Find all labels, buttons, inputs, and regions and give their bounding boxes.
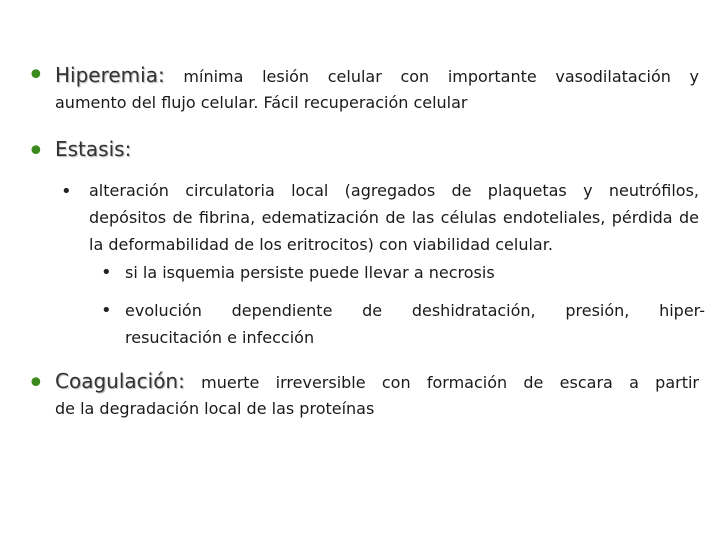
hiperemia-text-line1: mínima lesión celular con importante vasodilatación y — [183, 67, 699, 86]
evolucion-text-line1: evolución dependiente de deshidratación, presión, hiper- — [125, 301, 705, 320]
coagulacion-text-line1: muerte irreversible con formación de escara a partir — [201, 373, 699, 392]
bullet-estasis-sub: • — [61, 181, 72, 202]
term-hiperemia: Hiperemia — [55, 63, 158, 87]
item-hiperemia — [55, 62, 699, 116]
item-coagulacion-line1: Coagulación: muerte irreversible con formación de escara a partir — [55, 369, 699, 393]
term-coagulacion: Coagulación — [55, 369, 179, 393]
bullet-estasis: • — [27, 134, 45, 169]
isquemia-text: si la isquemia persiste puede llevar a necrosis — [125, 263, 495, 282]
coagulacion-text-line2: de la degradación local de las proteínas — [55, 399, 375, 418]
bullet-isquemia: • — [101, 262, 112, 283]
term-estasis: Estasis — [55, 137, 125, 161]
item-estasis: Estasis: — [55, 137, 132, 161]
bullet-hiperemia: • — [27, 58, 45, 93]
evolucion-text-line2: resucitación e infección — [125, 328, 315, 347]
estasis-sub-text: alteración circulatoria local (agregados de plaquetas y neutrófilos, depósitos de fibrina, edematización de las células endoteliales, pérdida de la deformabilidad de los eritrocitos) con viabilidad celular. — [89, 181, 699, 254]
item-evolucion — [125, 297, 705, 351]
item-coagulacion — [55, 368, 699, 422]
hiperemia-text-line2: aumento del flujo celular. Fácil recuperación celular — [55, 93, 468, 112]
bullet-evolucion: • — [101, 300, 112, 321]
item-hiperemia-line1: Hiperemia: mínima lesión celular con importante vasodilatación y — [55, 63, 699, 87]
bullet-coagulacion: • — [27, 366, 45, 401]
